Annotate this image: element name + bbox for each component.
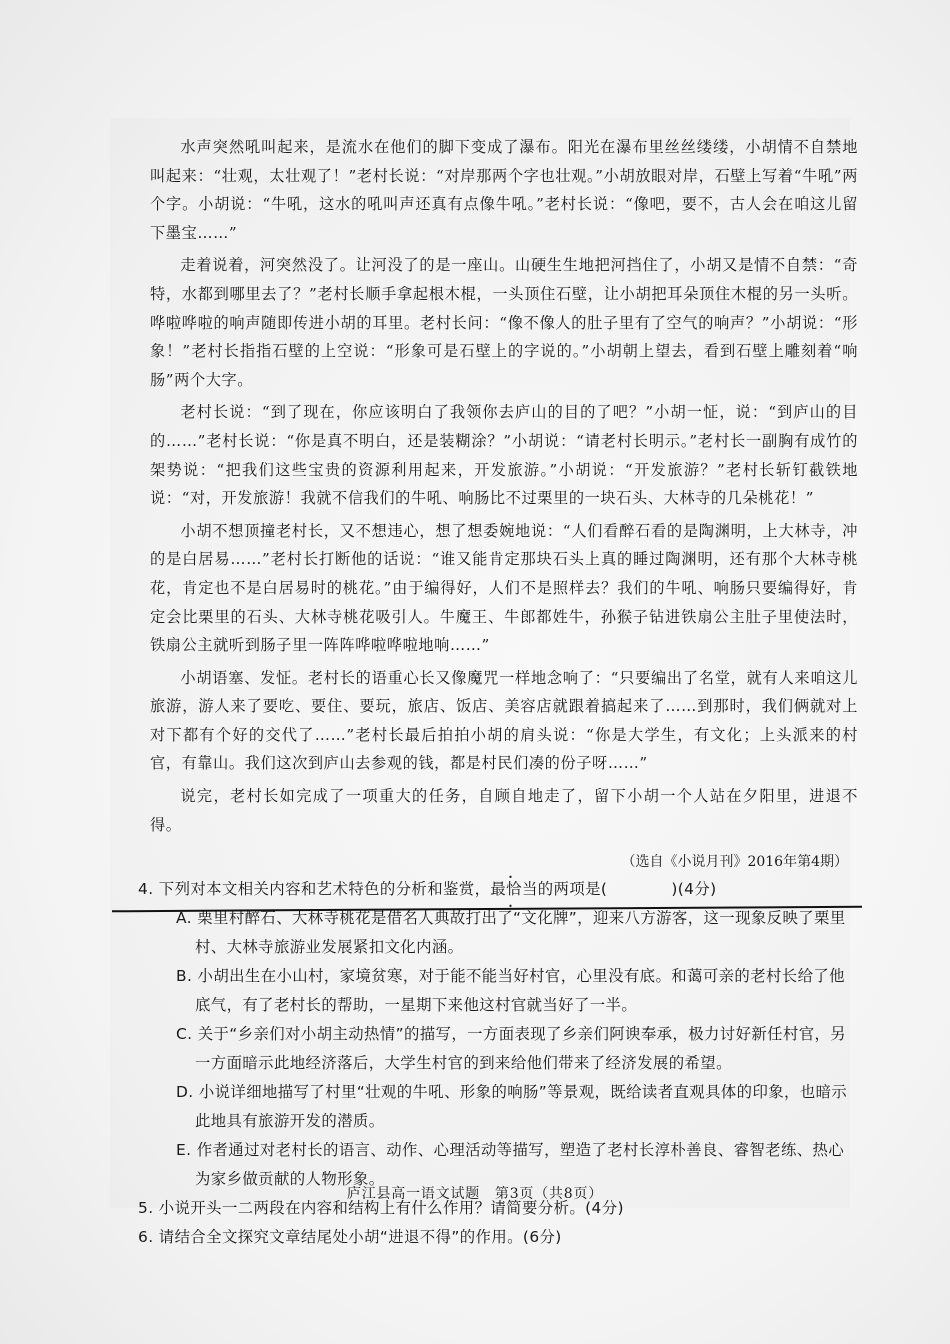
story-paragraph-3: 老村长说：“到了现在，你应该明白了我领你去庐山的目的了吧？”小胡一怔，说：“到庐山的目的……”老村长说：“你是真不明白，还是装糊涂？”小胡说：“请老村长明示。”老村长一副胸有成竹的架势说：“把我们这些宝贵的资源利用起来，开发旅游。”小胡说：“开发旅游？”老村长斩钉截铁地说：“对，开发旅游！我就不信我们的牛吼、响肠比不过栗里的一块石头、大林寺的几朵桃花！” bbox=[150, 403, 858, 508]
option-e: E. 作者通过对老村长的语言、动作、心理活动等描写，塑造了老村长淳朴善良、睿智老练、热心为家乡做贡献的人物形象。 bbox=[176, 1141, 845, 1189]
story-paragraph-2: 走着说着，河突然没了。让河没了的是一座山。山硬生生地把河挡住了，小胡又是情不自禁：“奇特，水都到哪里去了？”老村长顺手拿起根木棍，一头顶住石壁，让小胡把耳朵顶住木棍的另一头听。哗啦哗啦的响声随即传进小胡的耳里。老村长问：“像不像人的肚子里有了空气的响声？”小胡说：“形象！”老村长指指石壁的上空说：“形象可是石壁上的字说的。”小胡朝上望去，看到石壁上雕刻着“响肠”两个大字。 bbox=[150, 256, 858, 389]
answer-blank[interactable] bbox=[607, 879, 671, 896]
question-4-close: )(4分) bbox=[671, 880, 717, 899]
question-4 bbox=[138, 875, 858, 904]
option-a: A. 栗里村醉石、大林寺桃花是借名人典故打出了“文化牌”，迎来八方游客，这一现象反映了栗里村、大林寺旅游业发展紧扣文化内涵。 bbox=[176, 909, 846, 957]
option-d: D. 小说详细地描写了村里“壮观的牛吼、形象的响肠”等景观，既给读者直观具体的印象，也暗示此地具有旅游开发的潜质。 bbox=[176, 1083, 848, 1131]
question-5: 5. 小说开头一二两段在内容和结构上有什么作用？请简要分析。(4分) bbox=[138, 1199, 624, 1218]
question-4-prefix: 4. 下列对本文相关内容和艺术特色的分析和鉴赏，最 bbox=[138, 880, 507, 899]
question-6: 6. 请结合全文探究文章结尾处小胡“进退不得”的作用。(6分) bbox=[138, 1228, 562, 1247]
question-4-suffix: 的两项是( bbox=[537, 880, 608, 899]
story-paragraph-1: 水声突然吼叫起来，是流水在他们的脚下变成了瀑布。阳光在瀑布里丝丝缕缕，小胡情不自禁地叫起来：“壮观，太壮观了！”老村长说：“对岸那两个字也壮观。”小胡放眼对岸，石壁上写着“牛吼”两个字。小胡说：“牛吼，这水的吼叫声还真有点像牛吼。”老村长说：“像吧，要不，古人会在咱这儿留下墨宝……” bbox=[150, 138, 858, 242]
option-b: B. 小胡出生在小山村，家境贫寒，对于能不能当好村官，心里没有底。和蔼可亲的老村长给了他底气，有了老村长的帮助，一星期下来他这村官就当好了一半。 bbox=[176, 967, 845, 1015]
story-source: （选自《小说月刊》2016年第4期） bbox=[621, 854, 848, 871]
story-paragraph-5: 小胡语塞、发怔。老村长的语重心长又像魔咒一样地念响了：“只要编出了名堂，就有人来咱这儿旅游，游人来了要吃、要住、要玩，旅店、饭店、美容店就跟着搞起来了……到那时，我们俩就对上对下都有个好的交代了……”老村长最后拍拍小胡的肩头说：“你是大学生，有文化；上头派来的村官，有靠山。我们这次到庐山去参观的钱，都是村民们凑的份子呀……” bbox=[150, 668, 858, 773]
story-paragraph-4-head: 小胡不想顶撞老村长，又不想违心，想了想委婉地说：“人们看醉石看的是陶渊明，上大林寺，冲的是白居易……”老村长打断他的话说：“谁又能肯定那块石头上真的睡过陶渊明，还有那个大林寺桃花，肯定也不是白居易时的桃花。” bbox=[150, 521, 858, 597]
page-footer: 庐江县高一语文试题 第3页（共8页） bbox=[346, 1186, 604, 1202]
story-paragraph-4 bbox=[150, 517, 858, 660]
question-4-emphasis: 恰当 • • bbox=[506, 880, 538, 898]
story-paragraph-4-tail: 由于编得好，人们不是照样去？我们的牛吼、响肠只要编得好，肯定会比栗里的石头、大林寺桃花吸引人。牛魔王、牛郎都姓牛，孙猴子钻进铁扇公主肚子里使法时，铁扇公主就听到肠子里一阵阵哗啦哗啦地响……” bbox=[150, 578, 859, 655]
exam-page bbox=[138, 133, 859, 1252]
option-c: C. 关于“乡亲们对小胡主动热情”的描写，一方面表现了乡亲们阿谀奉承，极力讨好新任村官，另一方面暗示此地经济落后，大学生村官的到来给他们带来了经济发展的希望。 bbox=[176, 1025, 847, 1073]
story-paragraph-6: 说完，老村长如完成了一项重大的任务，自顾自地走了，留下小胡一个人站在夕阳里，进退不得。 bbox=[150, 787, 858, 834]
